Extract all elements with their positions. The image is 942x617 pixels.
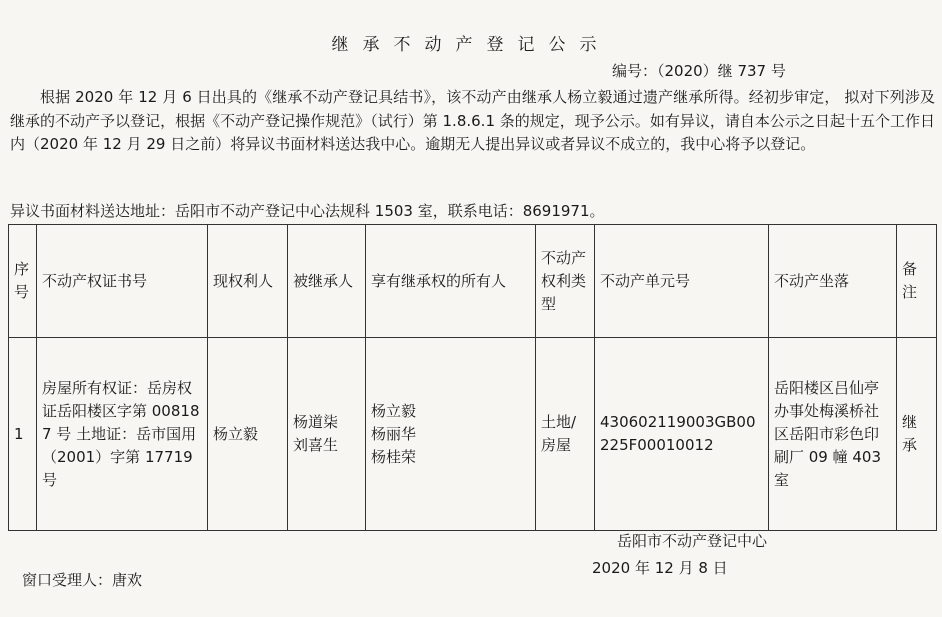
- deceased-name: 刘喜生: [293, 436, 339, 454]
- table-header-row: [9, 225, 937, 338]
- cell-deceased: [288, 338, 366, 531]
- header-cert-no: 不动产权证书号: [37, 225, 208, 338]
- heir-name: 杨立毅: [371, 401, 417, 420]
- header-heirs: 享有继承权的所有人: [366, 225, 536, 338]
- cell-remark: 继承: [897, 338, 937, 531]
- heir-name: 杨丽华: [371, 424, 417, 443]
- cell-heirs: [366, 338, 536, 531]
- cell-right-type: 土地/房屋: [536, 338, 595, 531]
- cell-unit-no: 430602119003GB00225F00010012: [595, 338, 769, 531]
- objection-address: 异议书面材料送达地址：岳阳市不动产登记中心法规科 1503 室，联系电话：8691971。: [10, 202, 605, 220]
- header-right-type: 不动产权利类型: [536, 225, 595, 338]
- document-title: 继承不动产登记公示: [331, 35, 611, 55]
- header-remark: 备注: [897, 225, 937, 338]
- cell-cert-no: 房屋所有权证：岳房权证岳阳楼区字第 008187 号 土地证：岳市国用（2001）字第 17719 号: [37, 338, 208, 531]
- document-number: 编号：（2020）继 737 号: [612, 62, 786, 80]
- header-holder: 现权利人: [208, 225, 288, 338]
- window-clerk: 窗口受理人：唐欢: [22, 571, 143, 589]
- deceased-name: 杨道柒: [293, 413, 339, 431]
- cell-index: 1: [9, 338, 37, 531]
- issuing-organization: 岳阳市不动产登记中心: [617, 532, 768, 550]
- header-location: 不动产坐落: [769, 225, 897, 338]
- notice-paragraph: 根据 2020 年 12 月 6 日出具的《继承不动产登记具结书》，该不动产由继承人杨立毅通过遗产继承所得。经初步审定， 拟对下列涉及继承的不动产予以登记，根据《不动产登记操作规范》（试行）第 1.8.6.1 条的规定，现予公示。如有异议，请自本公示之日起十五个工作日内（2020 年 12 月 29 日之前）将异议书面材料送达我中心。逾期无人提出异议或者异议不成立的，我中心将予以登记。: [10, 88, 935, 153]
- table-row: [9, 338, 937, 531]
- cell-location: 岳阳楼区吕仙亭办事处梅溪桥社区岳阳市彩色印刷厂 09 幢 403 室: [769, 338, 897, 531]
- header-index: 序号: [9, 225, 37, 338]
- heir-name: 杨桂荣: [371, 447, 417, 466]
- header-deceased: 被继承人: [288, 225, 366, 338]
- cell-holder: 杨立毅: [208, 338, 288, 531]
- header-unit-no: 不动产单元号: [595, 225, 769, 338]
- registration-table: [8, 224, 937, 531]
- issue-date: 2020 年 12 月 8 日: [592, 559, 728, 577]
